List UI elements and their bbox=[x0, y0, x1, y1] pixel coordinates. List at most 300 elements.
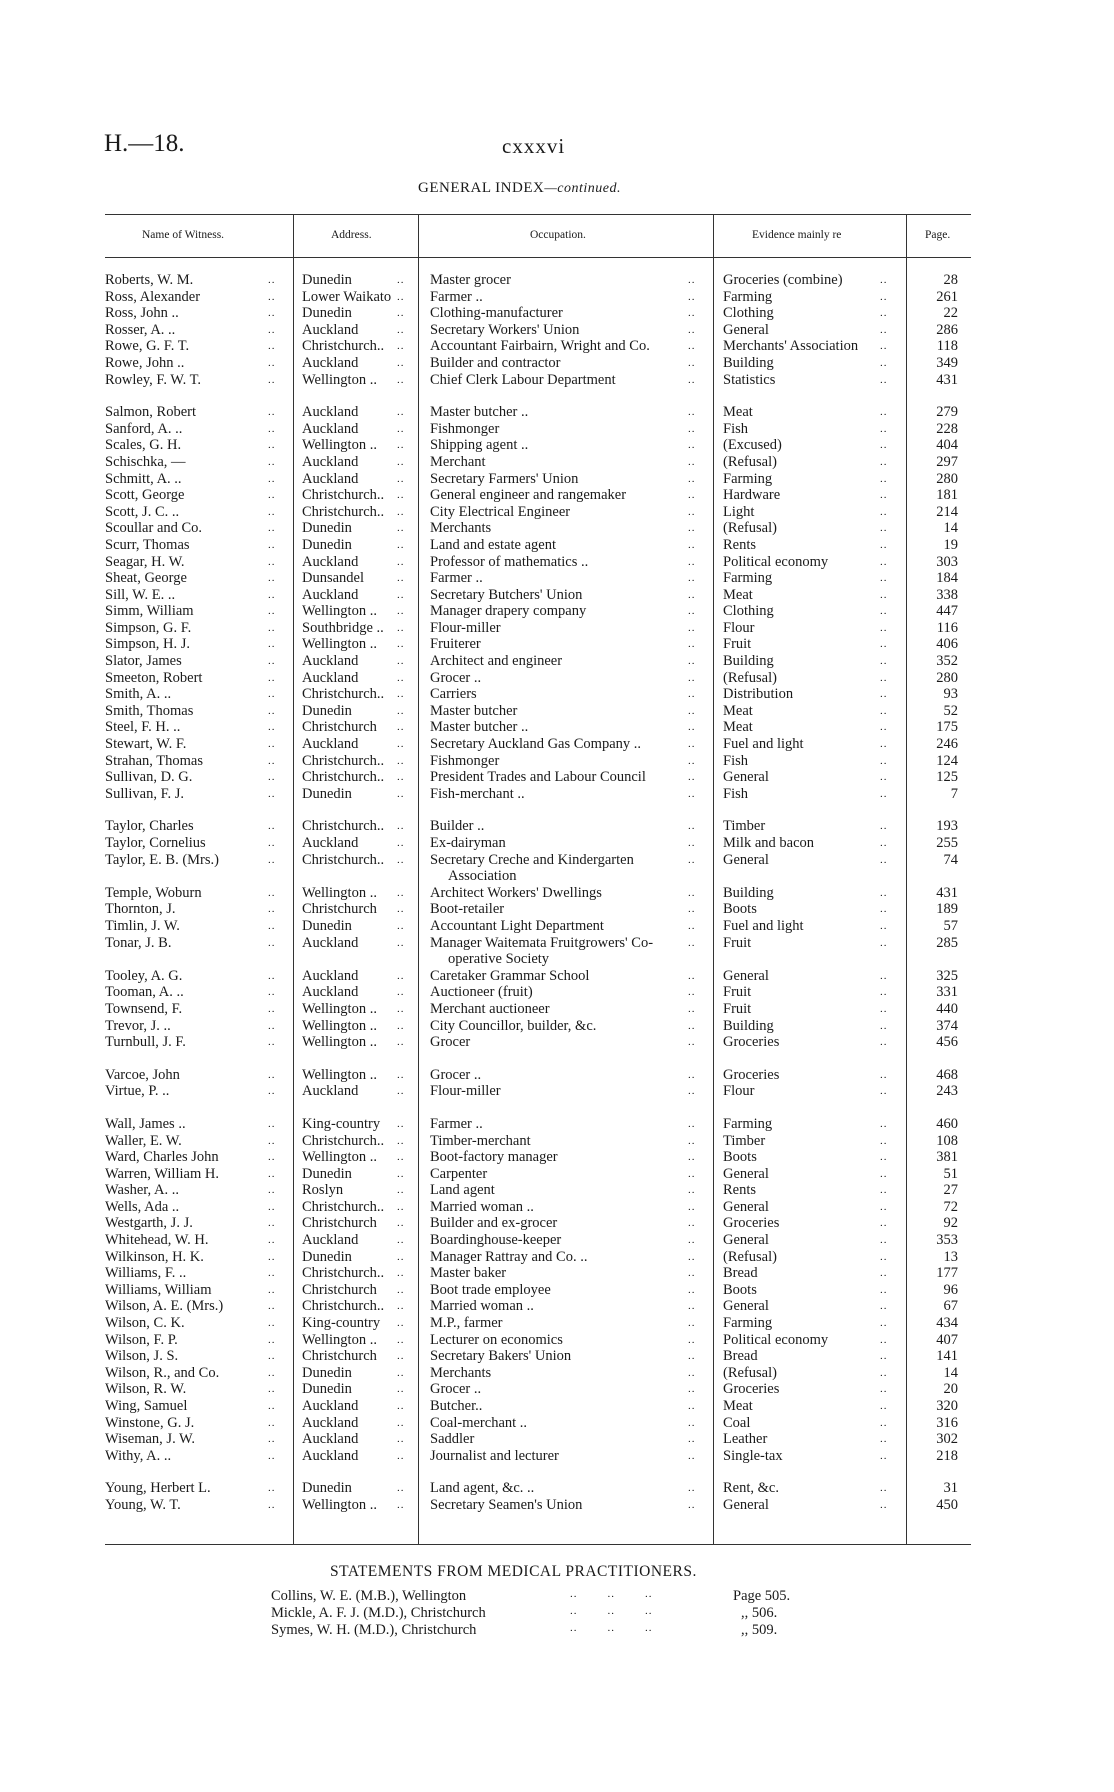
leader-dots: .. bbox=[268, 373, 276, 386]
witness-occupation: City Electrical Engineer bbox=[430, 503, 571, 520]
witness-address: Dunedin bbox=[302, 272, 352, 288]
witness-evidence: Fruit bbox=[723, 934, 752, 951]
leader-dots: .. bbox=[397, 555, 405, 568]
witness-evidence: General bbox=[723, 851, 769, 868]
witness-address: Auckland bbox=[302, 984, 359, 1001]
table-row bbox=[0, 703, 1114, 720]
witness-address: Dunedin bbox=[302, 536, 352, 553]
witness-occupation: Carriers bbox=[430, 686, 477, 703]
witness-name: Stewart, W. F. bbox=[105, 736, 187, 753]
leader-dots: .. bbox=[880, 1117, 888, 1130]
leader-dots: .. bbox=[397, 671, 405, 684]
table-row bbox=[0, 289, 1114, 306]
witness-name: Slator, James bbox=[105, 653, 182, 670]
witness-page: 434 bbox=[936, 1315, 958, 1332]
leader-dots: .. bbox=[688, 1217, 696, 1230]
table-row bbox=[0, 1265, 1114, 1282]
leader-dots: .. bbox=[688, 1019, 696, 1032]
witness-evidence: Farming bbox=[723, 1115, 773, 1132]
medical-entry-name: Collins, W. E. (M.B.), Wellington bbox=[271, 1588, 467, 1604]
witness-name: Young, W. T. bbox=[105, 1496, 181, 1513]
leader-dots: .. bbox=[688, 489, 696, 502]
witness-address: Wellington .. bbox=[302, 1066, 377, 1083]
witness-page: 28 bbox=[943, 272, 958, 288]
leader-dots: .. bbox=[397, 1283, 405, 1296]
witness-name: Ross, John .. bbox=[105, 305, 179, 322]
leader-dots: .. bbox=[688, 1433, 696, 1446]
witness-address: Auckland bbox=[302, 669, 359, 686]
witness-evidence: Meat bbox=[723, 1398, 753, 1414]
witness-name: Varcoe, John bbox=[105, 1066, 180, 1083]
witness-occupation: Merchant auctioneer bbox=[430, 1000, 550, 1017]
leader-dots: .. bbox=[268, 1400, 276, 1412]
leader-dots: .. bbox=[688, 837, 696, 849]
leader-dots: .. bbox=[688, 986, 696, 999]
leader-dots: .. bbox=[268, 1416, 276, 1429]
leader-dots: .. bbox=[688, 1400, 696, 1412]
witness-occupation: General engineer and rangemaker bbox=[430, 487, 627, 504]
witness-evidence: Fish bbox=[723, 420, 748, 437]
leader-dots: .. bbox=[268, 688, 276, 701]
witness-page: 456 bbox=[936, 1034, 958, 1051]
leader-dots: .. bbox=[688, 1200, 696, 1213]
leader-dots: .. bbox=[268, 771, 276, 784]
leader-dots: .. bbox=[688, 1482, 696, 1495]
leader-dots: .. bbox=[880, 1400, 888, 1412]
witness-address: Dunedin bbox=[302, 917, 352, 934]
leader-dots: .. bbox=[397, 986, 405, 999]
witness-name: Steel, F. H. .. bbox=[105, 719, 181, 736]
leader-dots: .. bbox=[397, 422, 405, 435]
witness-occupation: Butcher.. bbox=[430, 1398, 483, 1414]
witness-page: 404 bbox=[936, 437, 958, 454]
leader-dots: .. bbox=[688, 439, 696, 452]
witness-page: 184 bbox=[936, 570, 958, 587]
witness-evidence: Statistics bbox=[723, 371, 776, 388]
witness-address: Dunedin bbox=[302, 1480, 352, 1497]
leader-dots: .. bbox=[688, 274, 696, 286]
index-title-suffix: —continued. bbox=[544, 181, 621, 196]
leader-dots: .. bbox=[268, 1184, 276, 1197]
table-row bbox=[0, 421, 1114, 438]
leader-dots: .. bbox=[268, 340, 276, 353]
leader-dots: .. bbox=[688, 1117, 696, 1130]
witness-occupation: Boot-retailer bbox=[430, 901, 505, 918]
witness-occupation: Grocer .. bbox=[430, 669, 482, 686]
witness-evidence: General bbox=[723, 1198, 769, 1215]
leader-dots: .. bbox=[688, 1234, 696, 1247]
witness-evidence: Clothing bbox=[723, 603, 774, 620]
witness-name: Sullivan, F. J. bbox=[105, 785, 185, 802]
table-row bbox=[0, 504, 1114, 521]
witness-address: Wellington .. bbox=[302, 437, 377, 454]
witness-address: Auckland bbox=[302, 354, 359, 371]
witness-page: 320 bbox=[936, 1398, 958, 1414]
witness-name: Seagar, H. W. bbox=[105, 553, 185, 570]
table-row-continuation bbox=[0, 951, 1114, 968]
leader-dots: .. bbox=[397, 771, 405, 784]
table-row bbox=[0, 901, 1114, 918]
table-row bbox=[0, 686, 1114, 703]
witness-page: 440 bbox=[936, 1000, 958, 1017]
witness-address: Wellington .. bbox=[302, 603, 377, 620]
witness-name: Wells, Ada .. bbox=[105, 1198, 180, 1215]
witness-occupation: Master baker bbox=[430, 1265, 507, 1282]
witness-occupation: Manager drapery company bbox=[430, 603, 587, 620]
leader-dots: .. bbox=[397, 903, 405, 916]
table-row bbox=[0, 818, 1114, 835]
leader-dots: .. bbox=[880, 1498, 888, 1511]
table-row bbox=[0, 1232, 1114, 1249]
leader-dots: .. bbox=[268, 655, 276, 668]
leader-dots: .. bbox=[688, 373, 696, 386]
witness-name: Strahan, Thomas bbox=[105, 752, 203, 769]
witness-evidence: (Excused) bbox=[723, 437, 782, 454]
leader-dots: .. bbox=[397, 754, 405, 767]
witness-evidence: Bread bbox=[723, 1265, 758, 1282]
leader-dots: .. bbox=[397, 1366, 405, 1379]
witness-evidence: Political economy bbox=[723, 1331, 829, 1348]
witness-page: 181 bbox=[936, 487, 958, 504]
leader-dots: .. bbox=[688, 1068, 696, 1081]
witness-occupation: Married woman .. bbox=[430, 1298, 534, 1315]
witness-address: Dunedin bbox=[302, 702, 352, 719]
leader-dots: .. bbox=[268, 1117, 276, 1130]
witness-evidence: Leather bbox=[723, 1431, 768, 1448]
witness-name: Sill, W. E. .. bbox=[105, 586, 176, 603]
witness-name: Rowley, F. W. T. bbox=[105, 371, 202, 388]
leader-dots: .. bbox=[397, 373, 405, 386]
witness-evidence: Boots bbox=[723, 1149, 757, 1166]
witness-occupation: Farmer .. bbox=[430, 1115, 483, 1132]
leader-dots: .. bbox=[688, 323, 696, 336]
medical-entry-page: Page 505. bbox=[733, 1588, 791, 1604]
witness-occupation: Boot-factory manager bbox=[430, 1149, 558, 1166]
leader-dots: .. bbox=[268, 1300, 276, 1313]
leader-dots: .. bbox=[268, 919, 276, 932]
witness-page: 92 bbox=[943, 1215, 958, 1232]
table-row bbox=[0, 1448, 1114, 1465]
witness-occupation: Fishmonger bbox=[430, 420, 500, 437]
witness-page: 468 bbox=[936, 1066, 958, 1083]
table-row bbox=[0, 520, 1114, 537]
leader-dots: .. bbox=[268, 505, 276, 518]
leader-dots: .. bbox=[688, 1300, 696, 1313]
witness-name: Wilson, C. K. bbox=[105, 1315, 185, 1332]
leader-dots: .. bbox=[397, 439, 405, 452]
leader-dots: .. bbox=[268, 886, 276, 899]
witness-name: Smeeton, Robert bbox=[105, 669, 203, 686]
witness-address: Dunedin bbox=[302, 1364, 352, 1381]
leader-dots: .. bbox=[268, 903, 276, 916]
leader-dots: .. bbox=[268, 605, 276, 618]
witness-evidence: Meat bbox=[723, 719, 753, 736]
leader-dots: .. bbox=[397, 1184, 405, 1197]
leader-dots: .. bbox=[268, 1217, 276, 1230]
leader-dots: .. bbox=[688, 1134, 696, 1147]
leader-dots: .. bbox=[397, 655, 405, 668]
medical-entry-name: Symes, W. H. (M.D.), Christchurch bbox=[271, 1622, 477, 1638]
witness-evidence: Flour bbox=[723, 619, 755, 636]
leader-dots: .. bbox=[268, 455, 276, 468]
leader-dots: .. bbox=[880, 1250, 888, 1263]
witness-name: Scott, George bbox=[105, 487, 185, 504]
witness-occupation: Merchant bbox=[430, 453, 486, 470]
witness-address: Dunedin bbox=[302, 785, 352, 802]
witness-page: 20 bbox=[943, 1381, 958, 1398]
witness-name: Wilson, R. W. bbox=[105, 1381, 187, 1398]
leader-dots: .. bbox=[688, 1167, 696, 1180]
leader-dots: .. bbox=[268, 1068, 276, 1081]
witness-address: Auckland bbox=[302, 586, 359, 603]
witness-evidence: Groceries bbox=[723, 1066, 780, 1083]
leader-dots: .. bbox=[268, 1366, 276, 1379]
witness-name: Warren, William H. bbox=[105, 1165, 219, 1182]
leader-dots: .. bbox=[880, 1383, 888, 1396]
leader-dots: .. bbox=[268, 1333, 276, 1346]
witness-evidence: General bbox=[723, 321, 769, 338]
leader-dots: .. bbox=[268, 572, 276, 585]
witness-address: Christchurch.. bbox=[302, 1132, 385, 1149]
witness-address: Wellington .. bbox=[302, 1000, 377, 1017]
witness-address: Wellington .. bbox=[302, 636, 377, 653]
leader-dots: .. bbox=[397, 1482, 405, 1495]
leader-dots: .. bbox=[880, 1366, 888, 1379]
leader-dots: .. bbox=[688, 588, 696, 601]
leader-dots: .. bbox=[688, 472, 696, 485]
leader-dots: .. bbox=[397, 1085, 405, 1098]
table-row bbox=[0, 1018, 1114, 1035]
table-row bbox=[0, 1497, 1114, 1514]
witness-evidence: Single-tax bbox=[723, 1447, 783, 1464]
leader-dots: .. bbox=[688, 1317, 696, 1330]
witness-address: King-country bbox=[302, 1115, 381, 1132]
witness-address: Wellington .. bbox=[302, 1149, 377, 1166]
leader-dots: .. bbox=[268, 1234, 276, 1247]
witness-occupation: Merchants bbox=[430, 1364, 492, 1381]
witness-page: 214 bbox=[936, 503, 958, 520]
table-row bbox=[0, 1315, 1114, 1332]
table-row bbox=[0, 885, 1114, 902]
table-row bbox=[0, 1067, 1114, 1084]
leader-dots: .. bbox=[880, 588, 888, 601]
witness-occupation: Grocer bbox=[430, 1034, 471, 1051]
witness-page: 125 bbox=[936, 769, 958, 786]
leader-dots: .. bbox=[268, 1151, 276, 1164]
leader-dots: .. bbox=[880, 274, 888, 286]
leader-dots: .. bbox=[880, 754, 888, 767]
witness-name: Smith, Thomas bbox=[105, 702, 194, 719]
table-row bbox=[0, 1133, 1114, 1150]
witness-address: Wellington .. bbox=[302, 1496, 377, 1513]
witness-name: Roberts, W. M. bbox=[105, 272, 194, 288]
leader-dots: .. bbox=[268, 1317, 276, 1330]
witness-address: Christchurch bbox=[302, 1348, 377, 1365]
leader-dots: .. bbox=[880, 1283, 888, 1296]
witness-evidence: Building bbox=[723, 354, 774, 371]
witness-evidence: (Refusal) bbox=[723, 453, 777, 470]
witness-evidence: Coal bbox=[723, 1414, 751, 1431]
witness-page: 93 bbox=[943, 686, 958, 703]
witness-evidence: Groceries (combine) bbox=[723, 272, 843, 288]
witness-evidence: Bread bbox=[723, 1348, 758, 1365]
witness-evidence: (Refusal) bbox=[723, 669, 777, 686]
leader-dots: .. bbox=[268, 1433, 276, 1446]
leader-dots: .. bbox=[397, 307, 405, 320]
leader-dots: .. bbox=[397, 1250, 405, 1263]
table-row bbox=[0, 1298, 1114, 1315]
witness-page: 255 bbox=[936, 835, 958, 851]
leader-dots: .. bbox=[397, 1400, 405, 1412]
witness-address: Christchurch.. bbox=[302, 503, 385, 520]
witness-occupation: Shipping agent .. bbox=[430, 437, 529, 454]
table-row bbox=[0, 1282, 1114, 1299]
table-row bbox=[0, 338, 1114, 355]
witness-address: Dunedin bbox=[302, 1248, 352, 1265]
medical-leaders: .. .. .. bbox=[570, 1605, 653, 1617]
witness-page: 280 bbox=[936, 470, 958, 487]
leader-dots: .. bbox=[268, 820, 276, 833]
witness-address: Auckland bbox=[302, 1232, 359, 1249]
witness-name: Withy, A. .. bbox=[105, 1447, 172, 1464]
table-row bbox=[0, 554, 1114, 571]
leader-dots: .. bbox=[880, 655, 888, 668]
leader-dots: .. bbox=[880, 1350, 888, 1363]
witness-address: Auckland bbox=[302, 470, 359, 487]
witness-occupation: Chief Clerk Labour Department bbox=[430, 371, 616, 388]
leader-dots: .. bbox=[397, 1019, 405, 1032]
witness-address: Wellington .. bbox=[302, 1017, 377, 1034]
witness-address: Auckland bbox=[302, 1447, 359, 1464]
witness-occupation: Fish-merchant .. bbox=[430, 785, 525, 802]
witness-name: Scott, J. C. .. bbox=[105, 503, 180, 520]
leader-dots: .. bbox=[880, 1019, 888, 1032]
leader-dots: .. bbox=[397, 1036, 405, 1049]
leader-dots: .. bbox=[688, 1366, 696, 1379]
table-row bbox=[0, 753, 1114, 770]
witness-address: Auckland bbox=[302, 420, 359, 437]
witness-occupation: Manager Rattray and Co. .. bbox=[430, 1248, 588, 1265]
witness-evidence: Milk and bacon bbox=[723, 835, 815, 851]
witness-address: Dunedin bbox=[302, 1165, 352, 1182]
leader-dots: .. bbox=[688, 1250, 696, 1263]
leader-dots: .. bbox=[397, 1002, 405, 1015]
witness-address: Wellington .. bbox=[302, 884, 377, 901]
leader-dots: .. bbox=[397, 1117, 405, 1130]
witness-table-body bbox=[0, 272, 1114, 1514]
leader-dots: .. bbox=[688, 704, 696, 717]
witness-occupation: Coal-merchant .. bbox=[430, 1414, 528, 1431]
witness-page: 331 bbox=[936, 984, 958, 1001]
witness-evidence: Light bbox=[723, 503, 755, 520]
leader-dots: .. bbox=[397, 538, 405, 551]
leader-dots: .. bbox=[688, 1151, 696, 1164]
witness-name: Taylor, Cornelius bbox=[105, 835, 206, 851]
witness-page: 27 bbox=[943, 1182, 958, 1199]
witness-page: 285 bbox=[936, 934, 958, 951]
leader-dots: .. bbox=[880, 621, 888, 634]
witness-page: 14 bbox=[943, 520, 958, 537]
witness-page: 96 bbox=[943, 1281, 958, 1298]
witness-occupation: Secretary Bakers' Union bbox=[430, 1348, 572, 1365]
witness-occupation: Auctioneer (fruit) bbox=[430, 984, 533, 1001]
leader-dots: .. bbox=[397, 1416, 405, 1429]
witness-occupation: Carpenter bbox=[430, 1165, 488, 1182]
leader-dots: .. bbox=[688, 522, 696, 535]
witness-address: Roslyn bbox=[302, 1182, 344, 1199]
leader-dots: .. bbox=[688, 721, 696, 734]
witness-page: 141 bbox=[936, 1348, 958, 1365]
witness-page: 406 bbox=[936, 636, 958, 653]
witness-page: 13 bbox=[943, 1248, 958, 1265]
witness-evidence: Rent, &c. bbox=[723, 1480, 779, 1497]
leader-dots: .. bbox=[688, 688, 696, 701]
leader-dots: .. bbox=[397, 853, 405, 866]
leader-dots: .. bbox=[268, 936, 276, 949]
leader-dots: .. bbox=[688, 1267, 696, 1280]
table-row bbox=[0, 570, 1114, 587]
witness-evidence: Fish bbox=[723, 752, 748, 769]
witness-occupation-continued: operative Society bbox=[448, 951, 550, 968]
leader-dots: .. bbox=[688, 406, 696, 419]
table-row bbox=[0, 305, 1114, 322]
witness-page: 246 bbox=[936, 736, 958, 753]
witness-name: Whitehead, W. H. bbox=[105, 1232, 209, 1249]
leader-dots: .. bbox=[880, 406, 888, 419]
leader-dots: .. bbox=[880, 1267, 888, 1280]
witness-name: Scoullar and Co. bbox=[105, 520, 203, 537]
witness-evidence: Hardware bbox=[723, 487, 781, 504]
leader-dots: .. bbox=[880, 323, 888, 336]
witness-address: Lower Waikato bbox=[302, 288, 392, 305]
leader-dots: .. bbox=[880, 505, 888, 518]
witness-name: Simpson, G. F. bbox=[105, 619, 192, 636]
witness-page: 14 bbox=[943, 1364, 958, 1381]
witness-name: Thornton, J. bbox=[105, 901, 176, 918]
witness-page: 218 bbox=[936, 1447, 958, 1464]
leader-dots: .. bbox=[880, 903, 888, 916]
leader-dots: .. bbox=[397, 274, 405, 286]
leader-dots: .. bbox=[880, 820, 888, 833]
leader-dots: .. bbox=[880, 837, 888, 849]
witness-occupation: Master butcher bbox=[430, 702, 518, 719]
leader-dots: .. bbox=[268, 1449, 276, 1462]
witness-evidence: Building bbox=[723, 1017, 774, 1034]
witness-occupation: Ex-dairyman bbox=[430, 835, 506, 851]
witness-name: Smith, A. .. bbox=[105, 686, 172, 703]
witness-address: Auckland bbox=[302, 736, 359, 753]
witness-page: 57 bbox=[943, 917, 958, 934]
leader-dots: .. bbox=[268, 323, 276, 336]
leader-dots: .. bbox=[688, 1085, 696, 1098]
witness-evidence: Fuel and light bbox=[723, 736, 804, 753]
index-title-main: GENERAL INDEX bbox=[418, 180, 545, 196]
leader-dots: .. bbox=[268, 853, 276, 866]
leader-dots: .. bbox=[688, 1283, 696, 1296]
witness-occupation: Accountant Light Department bbox=[430, 917, 604, 934]
table-row bbox=[0, 1034, 1114, 1051]
witness-occupation: Fishmonger bbox=[430, 752, 500, 769]
witness-occupation: Flour-miller bbox=[430, 1083, 501, 1100]
witness-evidence: Farming bbox=[723, 470, 773, 487]
witness-occupation: City Councillor, builder, &c. bbox=[430, 1017, 597, 1034]
table-row bbox=[0, 1149, 1114, 1166]
table-row bbox=[0, 471, 1114, 488]
leader-dots: .. bbox=[688, 1416, 696, 1429]
leader-dots: .. bbox=[397, 1333, 405, 1346]
witness-evidence: (Refusal) bbox=[723, 1364, 777, 1381]
witness-page: 7 bbox=[950, 785, 958, 802]
